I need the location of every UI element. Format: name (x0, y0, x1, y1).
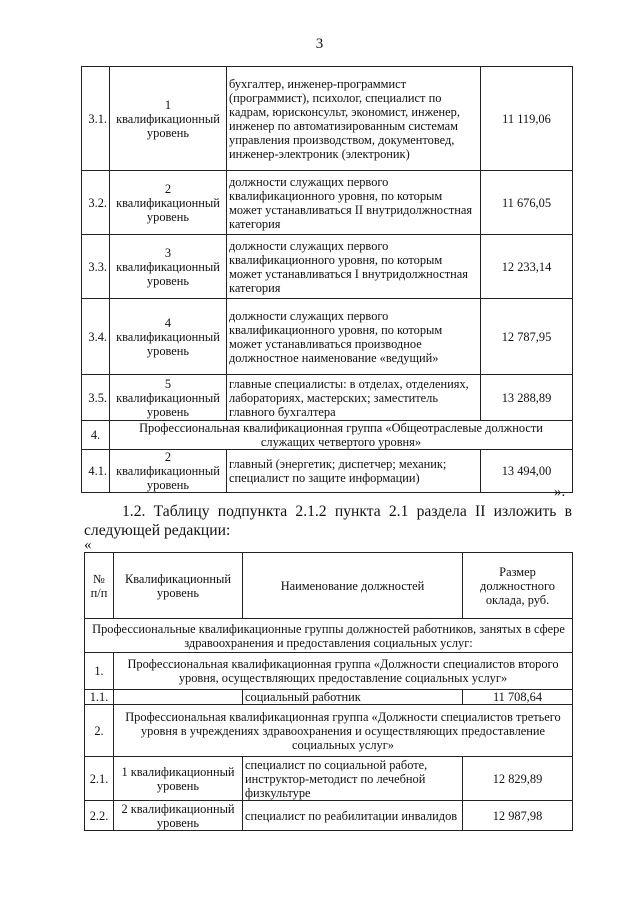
row-number: 3.4. (82, 299, 110, 375)
qualification-level: 1 квалификационный уровень (114, 757, 243, 801)
group-number: 1. (85, 653, 114, 690)
page-number: 3 (315, 36, 324, 52)
group-row (85, 705, 573, 757)
row-number: 2.2. (85, 801, 114, 831)
position-names: бухгалтер, инженер-программист (программист), психолог, специалист по кадрам, юрисконсульт, экономист, инженер, инженер по автоматизированным системам управления производством, документовед, инженер-электроник (электроник) (227, 67, 481, 171)
position-names: специалист по социальной работе, инструктор-методист по лечебной физкультуре (243, 757, 463, 801)
table-row (82, 450, 573, 493)
section-row (85, 619, 573, 653)
qualification-level: 2 квалификационный уровень (110, 171, 227, 235)
qualification-level: 5 квалификационный уровень (110, 375, 227, 421)
salary-value: 11 708,64 (463, 690, 573, 705)
group-title: Профессиональная квалификационная группа «Должности специалистов второго уровня, осуществляющих предоставление социальных услуг» (114, 653, 573, 690)
qualification-level: 2 квалификационный уровень (114, 801, 243, 831)
table-header-row (85, 553, 573, 619)
group-row (85, 653, 573, 690)
salary-value: 12 233,14 (481, 235, 573, 299)
row-number: 3.2. (82, 171, 110, 235)
salary-value: 13 288,89 (481, 375, 573, 421)
position-names: должности служащих первого квалификационного уровня, по которым может устанавливаться II внутридолжностная категория (227, 171, 481, 235)
header-level: Квалификационный уровень (114, 553, 243, 619)
salary-table-continued (81, 66, 573, 493)
row-number: 1.1. (85, 690, 114, 705)
position-names: социальный работник (243, 690, 463, 705)
qualification-level: 4 квалификационный уровень (110, 299, 227, 375)
table-row (82, 299, 573, 375)
table-row (82, 235, 573, 299)
qualification-level: 1 квалификационный уровень (110, 67, 227, 171)
amendment-paragraph-text: 1.2. Таблицу подпункта 2.1.2 пункта 2.1 раздела II изложить в следующей редакции: (84, 503, 572, 539)
salary-table-new (84, 552, 573, 831)
position-names: специалист по реабилитации инвалидов (243, 801, 463, 831)
group-number: 2. (85, 705, 114, 757)
qualification-level (114, 690, 243, 705)
header-positions: Наименование должностей (243, 553, 463, 619)
section-title: Профессиональные квалификационные группы должностей работников, занятых в сфере здравоохранения и предоставления социальных услуг: (85, 619, 573, 653)
closing-quote: ». (554, 484, 566, 500)
position-names: должности служащих первого квалификационного уровня, по которым может устанавливаться I внутридолжностная категория (227, 235, 481, 299)
table-row (85, 801, 573, 831)
position-names: должности служащих первого квалификационного уровня, по которым может устанавливаться производное должностное наименование «ведущий» (227, 299, 481, 375)
table-row (85, 690, 573, 705)
row-number: 2.1. (85, 757, 114, 801)
salary-value: 12 829,89 (463, 757, 573, 801)
row-number: 3.1. (82, 67, 110, 171)
position-names: главные специалисты: в отделах, отделениях, лабораториях, мастерских; заместитель главного бухгалтера (227, 375, 481, 421)
salary-value: 11 676,05 (481, 171, 573, 235)
table-row (85, 757, 573, 801)
salary-value: 12 787,95 (481, 299, 573, 375)
salary-value: 11 119,06 (481, 67, 573, 171)
header-salary: Размер должностного оклада, руб. (463, 553, 573, 619)
position-names: главный (энергетик; диспетчер; механик; специалист по защите информации) (227, 450, 481, 493)
table-row (82, 375, 573, 421)
qualification-level: 3 квалификационный уровень (110, 235, 227, 299)
table-row (82, 67, 573, 171)
group-title: Профессиональная квалификационная группа «Общеотраслевые должности служащих четвертого уровня» (110, 421, 573, 450)
opening-quote: « (84, 537, 92, 553)
qualification-level: 2 квалификационный уровень (110, 450, 227, 493)
row-number: 4.1. (82, 450, 110, 493)
table-row (82, 171, 573, 235)
amendment-paragraph (84, 502, 572, 540)
group-title: Профессиональная квалификационная группа «Должности специалистов третьего уровня в учреждениях здравоохранения и осуществляющих предоставление социальных услуг» (114, 705, 573, 757)
salary-value: 13 494,00 (481, 450, 573, 493)
group-number: 4. (82, 421, 110, 450)
row-number: 3.3. (82, 235, 110, 299)
row-number: 3.5. (82, 375, 110, 421)
salary-value: 12 987,98 (463, 801, 573, 831)
group-row (82, 421, 573, 450)
header-num: № п/п (85, 553, 114, 619)
